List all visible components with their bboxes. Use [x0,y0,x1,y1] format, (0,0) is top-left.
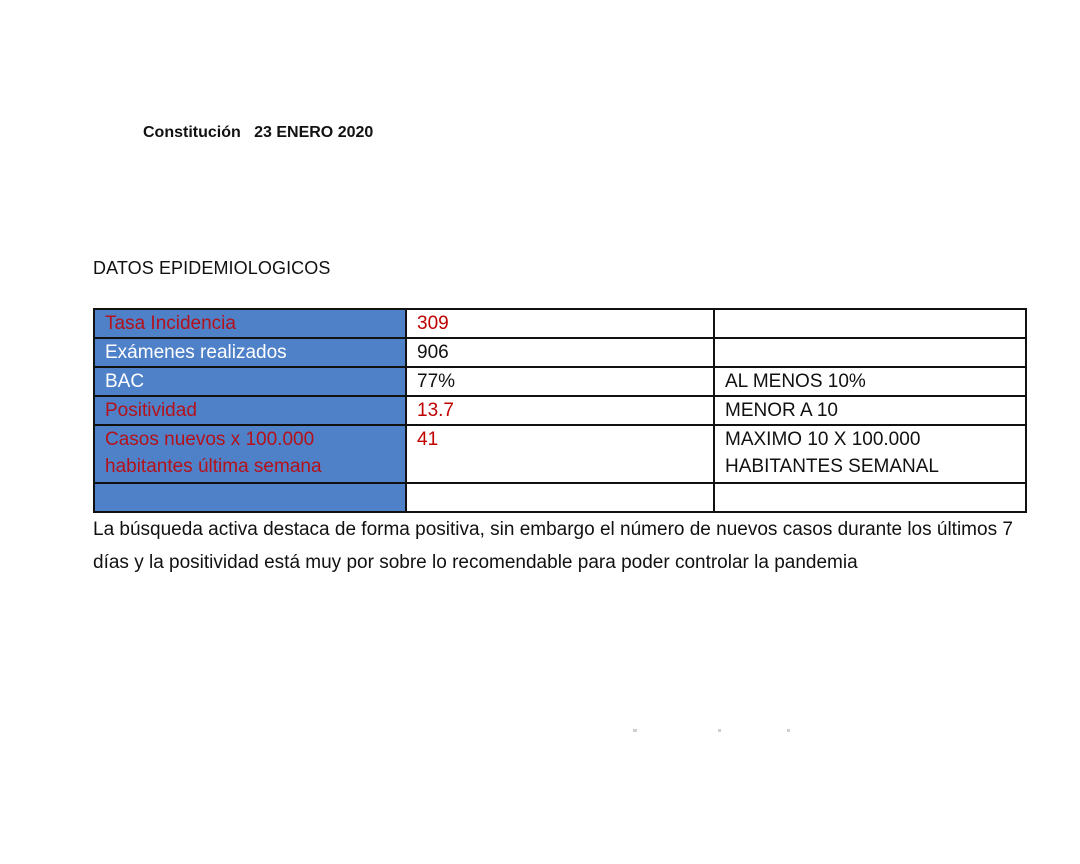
table-row [94,367,1026,396]
scan-artifact [718,729,721,732]
header-date: 23 ENERO 2020 [254,124,374,141]
table-row [94,309,1026,338]
epidemiological-table [93,308,1027,513]
scan-artifact [633,729,637,732]
document-header [143,124,373,142]
row-reference: MAXIMO 10 X 100.000 HABITANTES SEMANAL [714,425,1026,483]
row-label: BAC [94,367,406,396]
row-value [406,483,714,512]
row-reference: MENOR A 10 [714,396,1026,425]
row-reference: AL MENOS 10% [714,367,1026,396]
header-place: Constitución [143,124,241,141]
row-label [94,483,406,512]
summary-paragraph: La búsqueda activa destaca de forma positiva, sin embargo el número de nuevos casos durante los últimos 7 días y la positividad está muy por sobre lo recomendable para poder controlar la pandemia [93,519,1013,573]
row-value: 906 [406,338,714,367]
row-label: Positividad [94,396,406,425]
row-label: Tasa Incidencia [94,309,406,338]
row-value: 41 [406,425,714,483]
row-label: Casos nuevos x 100.000 habitantes última semana [94,425,406,483]
row-value: 309 [406,309,714,338]
scan-artifact [787,729,790,732]
row-reference [714,338,1026,367]
row-reference [714,483,1026,512]
table-row [94,483,1026,512]
table-row [94,396,1026,425]
row-reference [714,309,1026,338]
table-row [94,338,1026,367]
row-value: 13.7 [406,396,714,425]
section-title: DATOS EPIDEMIOLOGICOS [93,258,331,278]
table-row [94,425,1026,483]
row-label: Exámenes realizados [94,338,406,367]
row-value: 77% [406,367,714,396]
